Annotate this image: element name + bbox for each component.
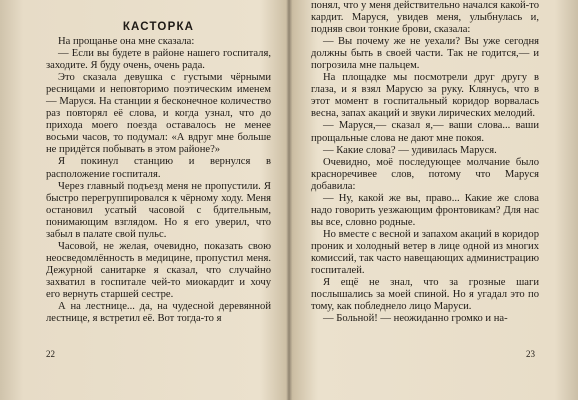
paragraph: На прощанье она мне сказала: bbox=[58, 36, 195, 47]
paragraph: Я ещё не знал, что за грозные шаги послышались за моей спиной. Но я угадал это по тому, как побледнело лицо Маруси. bbox=[311, 277, 539, 313]
paragraph: — Какие слова? — удивилась Маруся. bbox=[323, 144, 497, 156]
paragraph: — Ну, какой же вы, право... Какие же слова надо говорить уезжающим фронтовикам? Для нас вы все, словно родные. bbox=[311, 192, 539, 228]
left-text-column bbox=[46, 36, 271, 325]
paragraph: Это сказала девушка с густыми чёрными ресницами и неповторимо поэтическим именем — Маруся. На станции я бесконечное количество раз повторял её слова, и когда узнал, что до прихода моего поезда оставалось не менее восьми часов, то подумал: «А вдруг мне больше не придётся побывать в этом районе?» bbox=[46, 72, 271, 156]
paragraph: Я покинул станцию и вернулся в расположение госпиталя. bbox=[46, 156, 271, 180]
paragraph: — Если вы будете в районе нашего госпиталя, заходите. Я буду очень, очень рада. bbox=[46, 48, 271, 72]
page-number: 22 bbox=[46, 349, 55, 359]
paragraph: Очевидно, моё последующее молчание было красноречивее слов, потому что Маруся добавила: bbox=[311, 156, 539, 192]
paragraph: Часовой, не желая, очевидно, показать свою неосведомлённость в медицине, пропустил меня. Дежурной санитарке я сказал, что случайно захватил в госпитале чей-то миокардит и хочу его вернуть старшей сестре. bbox=[46, 240, 271, 300]
paragraph: понял, что у меня действительно начался какой-то кардит. Маруся, увидев меня, улыбнулась и, подняв свои тонкие брови, сказала: bbox=[311, 0, 539, 36]
page-number: 23 bbox=[526, 349, 535, 359]
paragraph: — Больной! — неожиданно громко и на- bbox=[323, 313, 508, 325]
right-text-column bbox=[311, 0, 539, 325]
paragraph: Через главный подъезд меня не пропустили. Я быстро перегруппировался к чёрному ходу. Меня остановил усатый часовой с бдительным, понимающим взглядом. Но я его уверил, что забыл в палате свой пульс. bbox=[46, 180, 271, 240]
paragraph: — Маруся,— сказал я,— ваши слова... ваши прощальные слова не дают мне покоя. bbox=[311, 120, 539, 144]
chapter-title: КАСТОРКА bbox=[122, 21, 195, 33]
right-page bbox=[289, 0, 578, 400]
paragraph: Но вместе с весной и запахом акаций в коридор проник и холодный ветер в лице одной из многих комиссий, так часто навещающих администрацию госпиталей. bbox=[311, 228, 539, 277]
paragraph: На площадке мы посмотрели друг другу в глаза, и я взял Марусю за руку. Клянусь, что в этот момент в госпитальный коридор ворвалась весна, запах акаций и звуки лирических мелодий. bbox=[311, 72, 539, 120]
paragraph: А на лестнице... да, на чудесной деревянной лестнице, я встретил её. Вот тогда-то я bbox=[46, 301, 271, 325]
paragraph: — Вы почему же не уехали? Вы уже сегодня должны быть в своей части. Так не годится,— и погрозила мне пальцем. bbox=[311, 36, 539, 72]
